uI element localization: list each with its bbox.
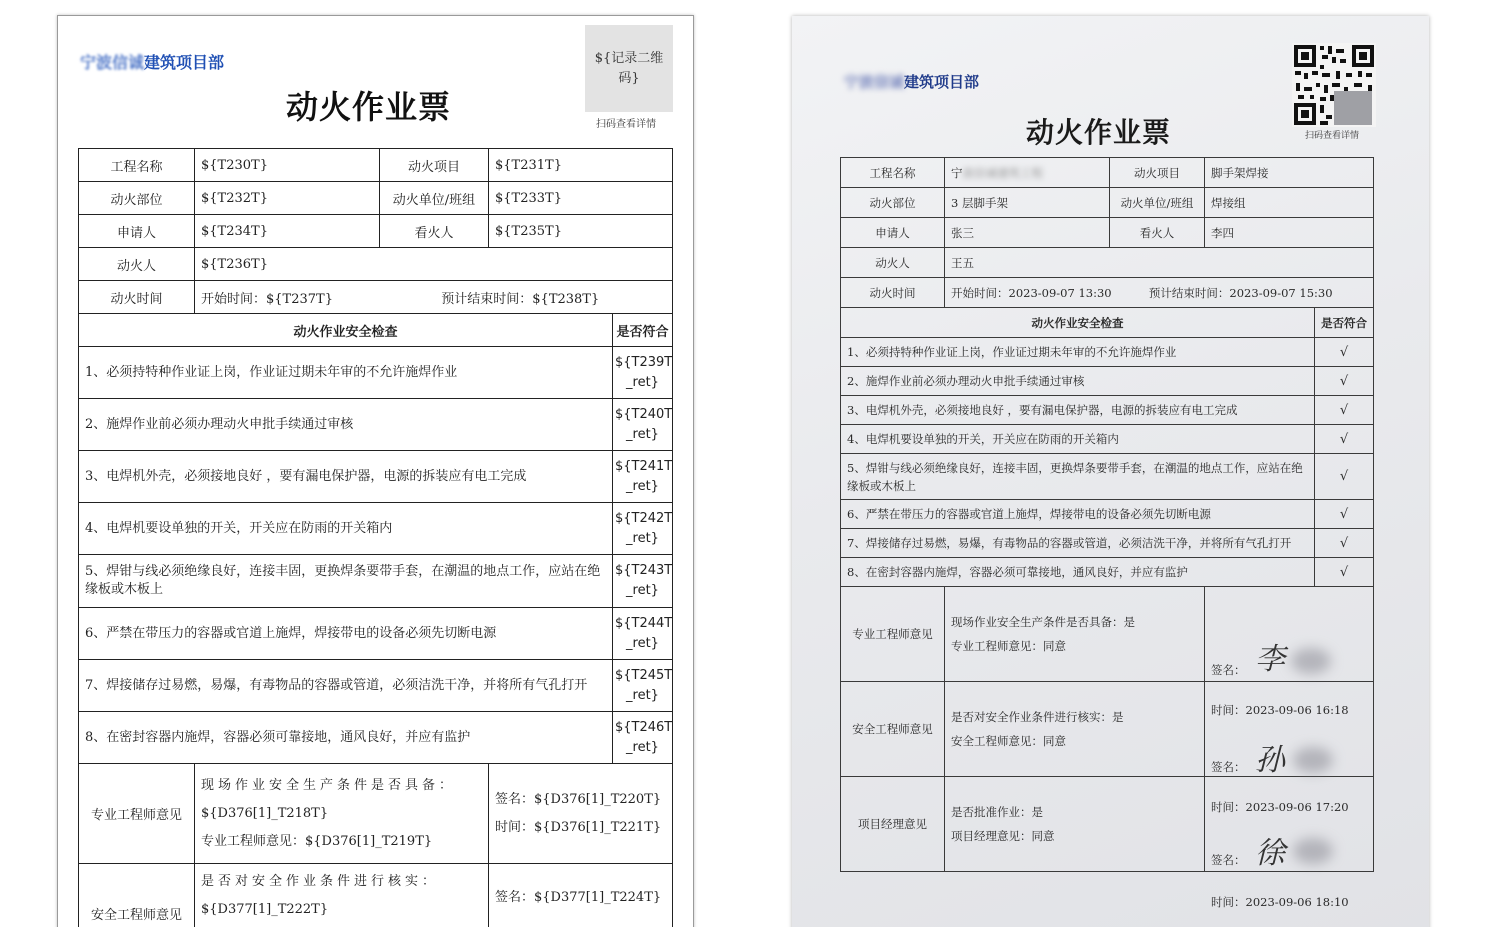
project-name-value: [945, 158, 1110, 188]
check-item-result: ${T239T _ret}: [613, 347, 673, 399]
org-name-blurred: 宁波信诚: [80, 53, 145, 72]
check-item-text: 7、焊接储存过易燃，易爆，有毒物品的容器或管道，必须洁洗干净，并将所有气孔打开: [841, 529, 1315, 558]
signature-time: 时间：2023-09-06 16:18: [1211, 703, 1349, 717]
check-item-result: √: [1315, 529, 1374, 558]
table-row: [79, 215, 673, 248]
table-row: [841, 158, 1374, 188]
handwritten-signature: 李: [1255, 642, 1285, 677]
watcher-value: ${T235T}: [489, 215, 673, 248]
end-time-prefix: 预计结束时间：: [1148, 285, 1230, 300]
time-line: [495, 814, 666, 842]
check-item-text: 8、在密封容器内施焊，容器必须可靠接地，通风良好，并应有监护: [79, 712, 613, 764]
signature-prefix: 签名：: [1211, 663, 1246, 677]
filled-check-list: [841, 338, 1374, 587]
opinion-question-value: ${D377[1]_T222T}: [201, 902, 329, 917]
check-item-text: 5、焊钳与线必须绝缘良好，连接丰固，更换焊条要带手套，在潮温的地点工作，应站在绝缘板或木板上: [79, 555, 613, 608]
opinion-signature-cell: [489, 764, 673, 864]
opinion-line2: 安全工程师意见：同意: [951, 734, 1066, 748]
check-item-result: ${T242T _ret}: [613, 503, 673, 555]
start-time-prefix: 开始时间：: [951, 285, 1009, 300]
opinion-line1: 现场作业安全生产条件是否具备：是: [951, 615, 1135, 629]
check-item-result: ${T243T _ret}: [613, 555, 673, 608]
signature-line: [495, 884, 666, 912]
applicant-label: 申请人: [79, 215, 195, 248]
signature-time: 时间：2023-09-06 18:10: [1211, 895, 1349, 909]
opinion-content: [945, 777, 1205, 872]
fire-time-label: 动火时间: [79, 281, 195, 314]
table-row: [79, 764, 673, 864]
signature-blur: [1293, 747, 1333, 773]
opinion-line1: 是否批准作业：是: [951, 805, 1043, 819]
check-row: [79, 555, 673, 608]
check-item-result: ${T244T _ret}: [613, 608, 673, 660]
check-row: [79, 399, 673, 451]
fire-unit-label: 动火单位/班组: [1110, 188, 1205, 218]
check-item-text: 3、电焊机外壳，必须接地良好 ，要有漏电保护器，电源的拆装应有电工完成: [841, 396, 1315, 425]
check-item-text: 2、施焊作业前必须办理动火申批手续通过审核: [79, 399, 613, 451]
check-item-text: 2、施焊作业前必须办理动火申批手续通过审核: [841, 367, 1315, 396]
qr-caption: 扫码查看详情: [1305, 131, 1360, 141]
opinion-line1: 是否对安全作业条件进行核实：是: [951, 710, 1124, 724]
check-item-result: √: [1315, 425, 1374, 454]
project-name-label: 工程名称: [841, 158, 945, 188]
check-item-result: √: [1315, 338, 1374, 367]
check-item-text: 6、严禁在带压力的容器或官道上施焊，焊接带电的设备必须先切断电源: [79, 608, 613, 660]
table-row: [841, 248, 1374, 278]
org-name: [80, 50, 224, 73]
signature-value: ${D377[1]_T224T}: [534, 890, 662, 905]
fire-item-value: ${T231T}: [489, 149, 673, 182]
applicant-label: 申请人: [841, 218, 945, 248]
applicant-value: ${T234T}: [195, 215, 380, 248]
template-form-table: [78, 148, 673, 927]
end-time-value: ${T238T}: [532, 291, 600, 307]
check-item-text: 5、焊钳与线必须绝缘良好，连接丰固，更换焊条要带手套，在潮温的地点工作，应站在绝缘板或木板上: [841, 454, 1315, 500]
handwritten-signature: 孙: [1255, 743, 1285, 778]
signature-line: [495, 786, 666, 814]
opinion-signature-cell: [1205, 587, 1374, 717]
check-row: [79, 347, 673, 399]
operator-label: 动火人: [841, 248, 945, 278]
opinion-signature-cell: [1205, 777, 1374, 909]
check-item-result: √: [1315, 367, 1374, 396]
operator-value: 王五: [945, 248, 1374, 278]
check-row: [79, 712, 673, 764]
fire-unit-label: 动火单位/班组: [380, 182, 489, 215]
opinion-content: [195, 764, 489, 864]
fire-time-label: 动火时间: [841, 278, 945, 308]
check-row: [79, 608, 673, 660]
operator-label: 动火人: [79, 248, 195, 281]
check-item-text: 6、严禁在带压力的容器或官道上施焊，焊接带电的设备必须先切断电源: [841, 500, 1315, 529]
table-row: [841, 188, 1374, 218]
opinion-question-value: ${D376[1]_T218T}: [201, 805, 329, 821]
safety-check-header: 动火作业安全检查: [841, 308, 1315, 338]
check-item-result: ${T241T _ret}: [613, 451, 673, 503]
opinion-label: 项目经理意见: [841, 777, 945, 872]
end-time-prefix: 预计结束时间：: [441, 291, 533, 307]
signature-prefix: 签名：: [1211, 760, 1246, 774]
signature-prefix: 签名：: [495, 791, 535, 807]
table-row: [79, 149, 673, 182]
fire-location-label: 动火部位: [841, 188, 945, 218]
filled-form-photo: [792, 16, 1429, 927]
qr-caption: 扫码查看详情: [596, 119, 656, 130]
start-time-prefix: 开始时间：: [201, 291, 267, 307]
table-row: [841, 682, 1374, 777]
start-time-value: 2023-09-07 13:30: [1008, 285, 1112, 300]
check-item-result: √: [1315, 558, 1374, 587]
check-row: [841, 558, 1374, 587]
template-check-list: [79, 347, 673, 764]
check-item-result: √: [1315, 500, 1374, 529]
start-time-value: ${T237T}: [266, 291, 333, 307]
form-title: 动火作业票: [1026, 116, 1172, 149]
filled-form-table: [840, 157, 1374, 909]
signature-blur: [1293, 838, 1333, 864]
opinion-question: 是否对安全作业条件进行核实：: [201, 874, 440, 889]
opinion-comment: [201, 828, 482, 856]
check-row: [841, 500, 1374, 529]
opinion-label: 安全工程师意见: [79, 864, 195, 927]
table-row: [841, 278, 1374, 308]
check-item-text: 8、在密封容器内施焊，容器必须可靠接地，通风良好，并应有监护: [841, 558, 1315, 587]
check-row: [841, 396, 1374, 425]
check-row: [79, 503, 673, 555]
check-item-result: √: [1315, 396, 1374, 425]
opinion-content: [195, 864, 489, 927]
fire-location-value: 3 层脚手架: [945, 188, 1110, 218]
check-item-result: √: [1315, 454, 1374, 500]
table-row: [79, 314, 673, 347]
project-name-blurred: 波信诚建筑工程: [962, 165, 1043, 180]
opinion-content: [945, 587, 1205, 682]
check-item-text: 3、电焊机外壳，必须接地良好 ，要有漏电保护器，电源的拆装应有电工完成: [79, 451, 613, 503]
check-item-result: ${T245T _ret}: [613, 660, 673, 712]
check-item-result: ${T240T _ret}: [613, 399, 673, 451]
watcher-label: 看火人: [380, 215, 489, 248]
table-row: [79, 281, 673, 314]
operator-value: ${T236T}: [195, 248, 673, 281]
template-form-page: [57, 15, 694, 927]
watcher-value: 李四: [1205, 218, 1374, 248]
qr-code: [1292, 43, 1376, 127]
check-item-text: 4、电焊机要设单独的开关，开关应在防雨的开关箱内: [841, 425, 1315, 454]
check-row: [79, 451, 673, 503]
form-title: 动火作业票: [286, 88, 452, 126]
opinion-label: 专业工程师意见: [841, 587, 945, 682]
project-name-visible: 宁: [951, 165, 963, 180]
check-row: [841, 454, 1374, 500]
check-item-result: ${T246T _ret}: [613, 712, 673, 764]
check-item-text: 1、必须持特种作业证上岗，作业证过期未年审的不允许施焊作业: [79, 347, 613, 399]
fire-item-label: 动火项目: [380, 149, 489, 182]
check-row: [79, 660, 673, 712]
handwritten-signature: 徐: [1255, 836, 1285, 871]
end-time-value: 2023-09-07 15:30: [1229, 285, 1333, 300]
compliant-header: 是否符合: [613, 314, 673, 347]
table-row: [79, 248, 673, 281]
signature-value: ${D376[1]_T220T}: [534, 791, 662, 807]
org-name: [844, 71, 979, 92]
check-row: [841, 338, 1374, 367]
opinion-content: [945, 682, 1205, 777]
signature-prefix: 签名：: [1211, 853, 1246, 867]
signature-time: 时间：2023-09-06 17:20: [1211, 800, 1349, 814]
check-item-text: 1、必须持特种作业证上岗，作业证过期未年审的不允许施焊作业: [841, 338, 1315, 367]
table-row: [841, 218, 1374, 248]
table-row: [841, 308, 1374, 338]
opinion-label: 专业工程师意见: [79, 764, 195, 864]
opinion-line2: 专业工程师意见：同意: [951, 639, 1066, 653]
applicant-value: 张三: [945, 218, 1110, 248]
org-name-blurred: 宁波信诚: [844, 73, 905, 91]
project-name-label: 工程名称: [79, 149, 195, 182]
fire-location-value: ${T232T}: [195, 182, 380, 215]
safety-check-header: 动火作业安全检查: [79, 314, 613, 347]
fire-time-value: [195, 281, 673, 314]
watcher-label: 看火人: [1110, 218, 1205, 248]
fire-unit-value: ${T233T}: [489, 182, 673, 215]
opinion-label: 安全工程师意见: [841, 682, 945, 777]
table-row: [79, 864, 673, 927]
signature-blur: [1291, 648, 1331, 674]
opinion-comment-value: ${D376[1]_T219T}: [305, 833, 433, 849]
opinion-line2: 项目经理意见：同意: [951, 829, 1055, 843]
table-row: [79, 182, 673, 215]
fire-item-label: 动火项目: [1110, 158, 1205, 188]
check-row: [841, 425, 1374, 454]
org-name-text: 建筑项目部: [144, 53, 225, 72]
check-row: [841, 367, 1374, 396]
fire-item-value: 脚手架焊接: [1205, 158, 1374, 188]
check-item-text: 7、焊接储存过易燃，易爆，有毒物品的容器或管道，必须洁洗干净，并将所有气孔打开: [79, 660, 613, 712]
check-item-text: 4、电焊机要设单独的开关，开关应在防雨的开关箱内: [79, 503, 613, 555]
table-row: [841, 777, 1374, 872]
opinion-question: 现场作业安全生产条件是否具备：: [201, 777, 457, 793]
fire-time-value: [945, 278, 1374, 308]
fire-location-label: 动火部位: [79, 182, 195, 215]
check-row: [841, 529, 1374, 558]
compliant-header: 是否符合: [1315, 308, 1374, 338]
time-value: ${D376[1]_T221T}: [534, 819, 662, 835]
org-name-text: 建筑项目部: [904, 73, 980, 91]
fire-unit-value: 焊接组: [1205, 188, 1374, 218]
opinion-signature-cell: [1205, 682, 1374, 814]
signature-prefix: 签名：: [495, 890, 535, 905]
qr-code-placeholder: ${记录二维码}: [585, 25, 673, 112]
time-prefix: 时间：: [495, 819, 535, 835]
table-row: [841, 587, 1374, 682]
opinion-comment-prefix: 专业工程师意见：: [201, 833, 306, 849]
project-name-value: ${T230T}: [195, 149, 380, 182]
opinion-signature-cell: [489, 864, 673, 927]
